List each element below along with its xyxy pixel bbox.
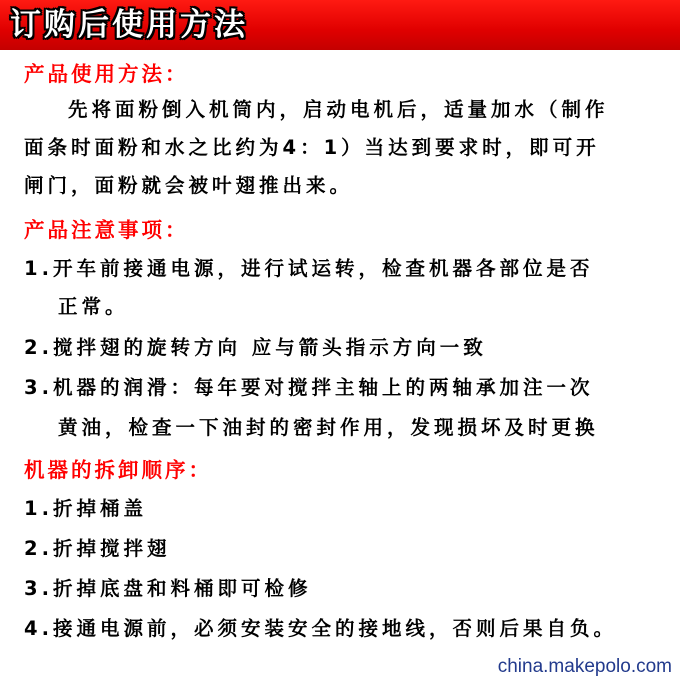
disassembly-step-2: 2.折掉搅拌翅 [24, 537, 171, 560]
disassembly-heading: 机器的拆卸顺序： [24, 458, 212, 482]
disassembly-step-4: 4.接通电源前，必须安装安全的接地线，否则后果自负。 [24, 617, 617, 640]
watermark: china.makepolo.com [497, 656, 672, 677]
header-banner [0, 0, 680, 50]
usage-line-2: 面条时面粉和水之比约为4：1）当达到要求时，即可开 [24, 136, 600, 159]
notes-line-4: 3.机器的润滑：每年要对搅拌主轴上的两轴承加注一次 [24, 376, 594, 399]
usage-heading: 产品使用方法： [24, 62, 189, 86]
usage-line-3: 闸门，面粉就会被叶翅推出来。 [24, 174, 354, 197]
page-title: 订购后使用方法 [10, 7, 248, 43]
notes-line-3: 2.搅拌翅的旋转方向 应与箭头指示方向一致 [24, 336, 487, 359]
notes-line-2: 正常。 [58, 295, 129, 318]
disassembly-step-1: 1.折掉桶盖 [24, 497, 147, 520]
notes-heading: 产品注意事项： [24, 218, 189, 242]
notes-line-5: 黄油，检查一下油封的密封作用，发现损坏及时更换 [58, 416, 599, 439]
notes-line-1: 1.开车前接通电源，进行试运转，检查机器各部位是否 [24, 257, 594, 280]
usage-line-1: 先将面粉倒入机筒内，启动电机后，适量加水（制作 [68, 98, 609, 121]
disassembly-step-3: 3.折掉底盘和料桶即可检修 [24, 577, 312, 600]
